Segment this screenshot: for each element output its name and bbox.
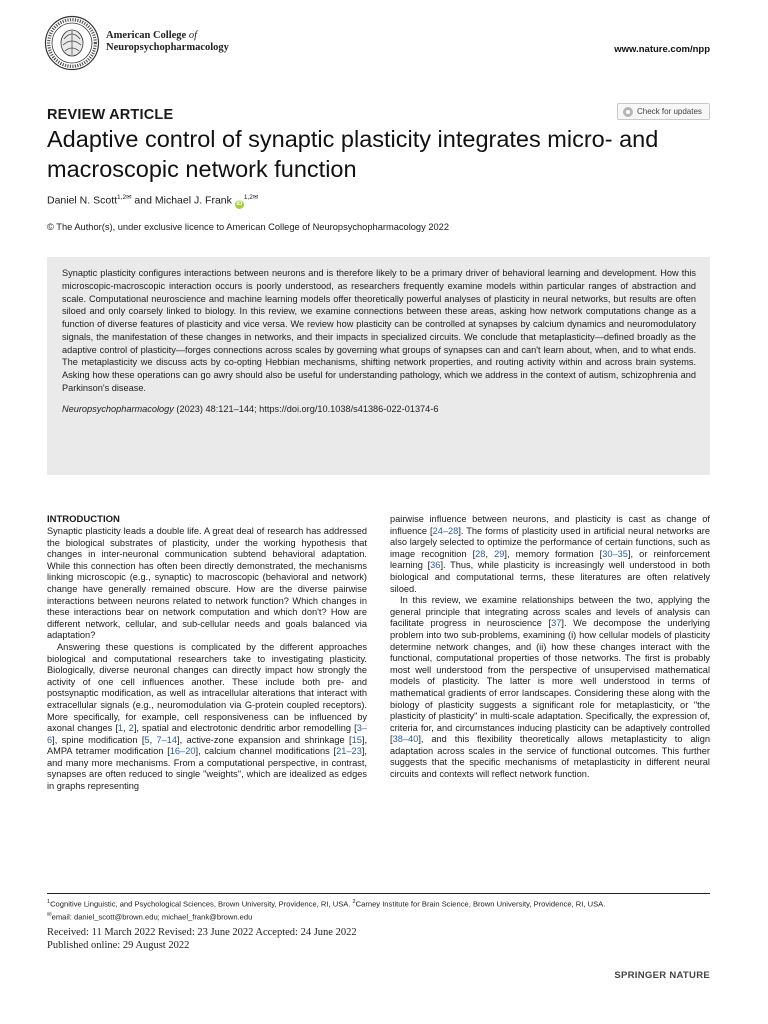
journal-name	[106, 30, 229, 54]
crossmark-icon	[623, 107, 633, 117]
affiliation-1: Cognitive Linguistic, and Psychological Sciences, Brown University, Providence, RI, USA.	[50, 899, 353, 909]
corresponding-email[interactable]: email: daniel_scott@brown.edu; michael_frank@brown.edu	[51, 912, 253, 922]
check-for-updates-label: Check for updates	[637, 107, 702, 116]
reference-link[interactable]: 7–14	[156, 734, 178, 745]
body-paragraph: Answering these questions is complicated by the different approaches biological and computational researchers take to investigating plasticity. Biologically, diverse neuronal changes can directly impact how strongly the activity of one cell influences another. These include both pre- and postsynaptic modification, as well as intracellular alterations that interact with extracellular signals (e.g., neuromodulation via G-protein coupled receptors). More specifically, for example, cell responsiveness can be influenced by axonal changes [1, 2], spatial and electrotonic dendritic arbor remodelling [3–6], spine modification [5, 7–14], active-zone expansion and shrinkage [15], AMPA tetramer modification [16–20], calcium channel modifications [21–23], and many more mechanisms. From a computational perspective, in contrast, synapses are often reduced to single "weights", which are idealized as edges in graphs representing	[47, 641, 368, 792]
reference-link[interactable]: 5	[144, 734, 150, 745]
author-name[interactable]: Michael J. Frank	[154, 194, 232, 207]
reference-link[interactable]: 24–28	[432, 525, 459, 536]
check-for-updates-button[interactable]	[617, 103, 710, 120]
author-separator: and	[131, 194, 155, 207]
affiliations-footnote: $^1$Cognitive Linguistic, and Psychological Sciences, Brown University, Providence, RI, USA. $^2$Carney Institute for Brain Science, Brown University, Providence, RI, USA. ✉email: daniel_scott@brown.edu; michael_frank@brown.edu	[47, 899, 606, 922]
reference-link[interactable]: 37	[551, 618, 562, 629]
site-url-link[interactable]: www.nature.com/npp	[614, 44, 710, 55]
published-online: Published online: 29 August 2022	[47, 939, 190, 951]
author-affiliation-sup[interactable]: 1,2✉	[243, 194, 259, 201]
journal-name-line1: American College	[106, 30, 187, 41]
footnote-divider	[47, 893, 710, 894]
citation-journal: Neuropsychopharmacology	[62, 403, 174, 414]
journal-name-line2: Neuropsychopharmacology	[106, 42, 229, 53]
section-heading-introduction: INTRODUCTION	[47, 514, 120, 525]
body-column-left	[47, 514, 367, 793]
body-paragraph: Synaptic plasticity leads a double life. A great deal of research has addressed the biological substrates of plasticity, under the working hypothesis that changes in inter-neuronal communication subtend behavioral adaptation. While this connection has often been directly demonstrated, the mechanisms linking microscopic (e.g., synaptic) to macroscopic (behavioral and network) change have generally remained obscure. How are the diverse pairwise interactions between neurons related to network function? Which changes in these interactions bear on network computation and which don't? How are different network, cellular, and sub-cellular needs and goals balanced via adaptation?	[47, 526, 367, 641]
affiliation-2: Carney Institute for Brain Science, Brown University, Providence, RI, USA.	[355, 899, 606, 909]
article-dates	[47, 927, 357, 952]
reference-link[interactable]: 36	[430, 560, 441, 571]
copyright-line: © The Author(s), under exclusive licence to American College of Neuropsychopharmacology 2022	[47, 222, 450, 232]
abstract-text: Synaptic plasticity configures interactions between neurons and is therefore likely to be a primary driver of behavioral learning and development. How this microscopic-macroscopic interaction occurs is poorly understood, as researchers frequently examine models within particular ranges of abstraction and scale. Computational neuroscience and machine learning models offer theoretically powerful analyses of plasticity in neural networks, but results are often siloed and only coarsely linked to biology. In this review, we examine connections between these areas, asking how network computations change as a function of diverse features of plasticity and vice versa. We review how plasticity can be controlled at synapses by calcium dynamics and neuromodulatory signals, the manifestation of these changes in networks, and their impacts in specialized circuits. We conclude that metaplasticity—defined broadly as the adaptive control of plasticity—forges connections across scales by governing what groups of synapses can and can't learn about, when, and to what ends. The metaplasticity we discuss acts by co-opting Hebbian mechanisms, shifting network properties, and routing activity within and across brain systems. Asking how these operations can go awry should also be useful for understanding pathology, which we address in the context of autism, schizophrenia and Parkinson's disease.	[62, 268, 696, 393]
reference-link[interactable]: 21–23	[336, 746, 362, 757]
reference-link[interactable]: 30–35	[602, 548, 628, 559]
reference-link[interactable]: 38–40	[392, 734, 419, 745]
article-type: REVIEW ARTICLE	[47, 107, 174, 123]
reference-link[interactable]: 28	[475, 548, 486, 559]
abstract-box	[47, 257, 710, 475]
author-name[interactable]: Daniel N. Scott	[47, 194, 118, 207]
publisher-logo: SPRINGER NATURE	[614, 970, 710, 981]
body-column-right	[390, 514, 710, 781]
article-title: Adaptive control of synaptic plasticity integrates micro- and macroscopic network function	[47, 126, 659, 182]
acnp-seal-logo	[44, 15, 100, 71]
journal-name-of: of	[188, 30, 197, 41]
reference-link[interactable]: 29	[494, 548, 505, 559]
author-list	[47, 193, 258, 209]
reference-link[interactable]: 2	[128, 723, 134, 734]
reference-link[interactable]: 3–6	[47, 723, 367, 745]
received-revised-accepted: Received: 11 March 2022 Revised: 23 June 2022 Accepted: 24 June 2022	[47, 927, 357, 938]
author-affiliation-sup[interactable]: 1,2✉	[117, 194, 132, 201]
citation-doi-link[interactable]: (2023) 48:121–144; https://doi.org/10.1038/s41386-022-01374-6	[173, 403, 439, 414]
body-paragraph: pairwise influence between neurons, and plasticity is cast as change of influence [24–28]. The forms of plasticity used in artificial neural networks are also largely selected to optimize the performance of certain functions, such as image recognition [28, 29], memory formation [30–35], or reinforcement learning [36]. Thus, while plasticity is increasingly well understood in both biological and computational terms, these literatures are often relatively siloed.	[390, 514, 711, 594]
body-paragraph: In this review, we examine relationships between the two, applying the general principle that integrating across scales and levels of analysis can facilitate progress in neuroscience [37]. We decompose the underlying problem into two sub-problems, examining (i) how cellular models of plasticity determine network changes, and (ii) how these changes interact with the functional, computational properties of those networks. The first is probably most well understood from the perspective of unsupervised mathematical models of plasticity. The latter is more well understood in terms of mathematical gradients of error landscapes. Considering these along with the biology of plasticity suggests a significant role for metaplasticity, or "the plasticity of plasticity" in multi-scale adaptation. Specifically, the expression of, criteria for, and circumstances inducing plasticity can be adaptively controlled [38–40], and this flexibility theoretically allows metaplasticity to align adaptation across scales in the service of functional outcomes. This further suggests that the specific mechanisms of metaplasticity in different neural circuits and contexts will reflect network function.	[390, 595, 710, 780]
orcid-icon[interactable]: iD	[236, 200, 243, 207]
reference-link[interactable]: 16–20	[169, 746, 196, 757]
reference-link[interactable]: 15	[351, 734, 362, 745]
email-icon: ✉	[47, 911, 52, 918]
reference-link[interactable]: 1	[117, 723, 124, 734]
citation-line	[62, 404, 696, 414]
